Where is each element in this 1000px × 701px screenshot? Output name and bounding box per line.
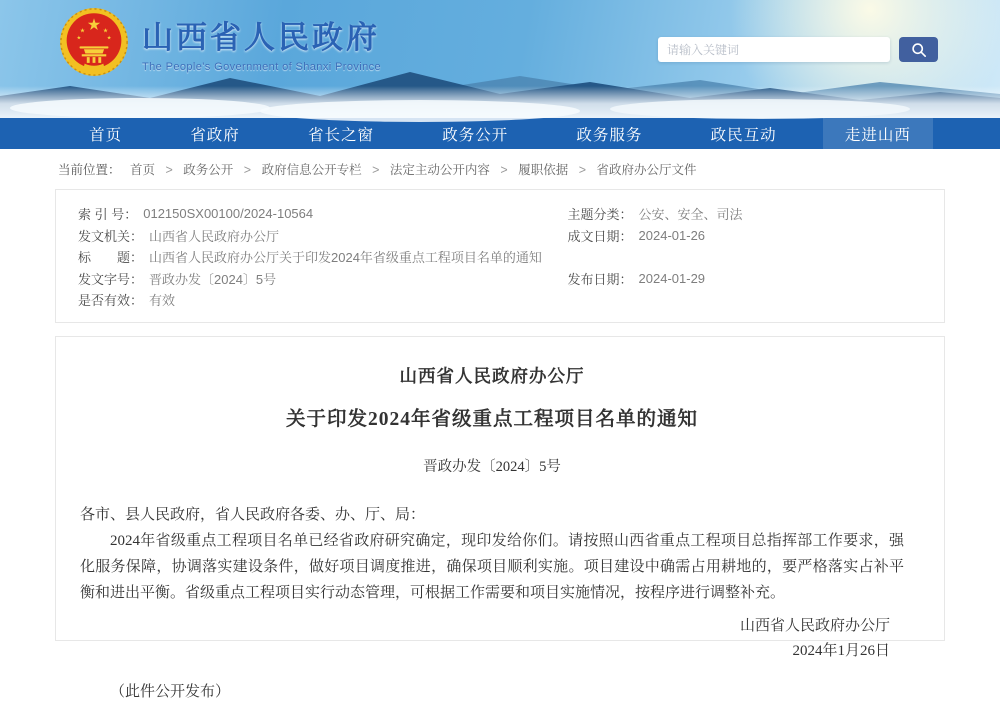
document-salutation: 各市、县人民政府，省人民政府各委、办、厅、局： <box>80 506 426 523</box>
site-title: 山西省人民政府 <box>142 19 380 55</box>
meta-publish-date <box>568 268 922 290</box>
meta-topic-category <box>568 203 922 225</box>
meta-written-date <box>568 225 922 247</box>
meta-issuing-agency <box>78 225 568 247</box>
meta-value: 012150SX00100/2024-10564 <box>143 206 314 222</box>
breadcrumb-home[interactable]: 首页 <box>130 163 156 177</box>
document-content-panel <box>55 336 945 700</box>
meta-label: 成文日期： <box>567 228 633 244</box>
document-metadata-panel <box>55 189 945 323</box>
meta-label: 标 题： <box>78 250 144 266</box>
meta-value: 2024-01-29 <box>638 270 706 286</box>
document-footnote: （此件公开发布） <box>110 683 231 700</box>
breadcrumb-duty-basis[interactable]: 履职依据 <box>518 163 569 177</box>
meta-document-number <box>78 268 568 290</box>
meta-value: 2024-01-26 <box>638 227 706 243</box>
meta-title <box>78 246 568 268</box>
meta-value: 晋政办发〔2024〕5号 <box>149 271 277 287</box>
document-sign-date: 2024年1月26日 <box>792 642 890 659</box>
meta-value: 有效 <box>149 293 176 309</box>
document-title-line1: 山西省人民政府办公厅 <box>399 365 585 386</box>
meta-value: 山西省人民政府办公厅 <box>149 228 280 244</box>
meta-validity <box>78 289 568 311</box>
nav-item-disclosure[interactable]: 政务公开 <box>442 126 509 144</box>
breadcrumb-separator: > <box>165 163 173 177</box>
breadcrumb-prefix: 当前位置： <box>58 163 121 177</box>
nav-item-services[interactable]: 政务服务 <box>576 126 643 144</box>
national-emblem-logo <box>58 6 130 78</box>
nav-item-into-shanxi[interactable]: 走进山西 <box>823 118 933 149</box>
nav-item-governor[interactable]: 省长之窗 <box>308 126 375 144</box>
breadcrumb-separator: > <box>500 163 508 177</box>
breadcrumb-info-column[interactable]: 政府信息公开专栏 <box>261 163 362 177</box>
breadcrumb-office-documents[interactable]: 省政府办公厅文件 <box>596 163 697 177</box>
site-brand-link[interactable] <box>58 6 381 78</box>
breadcrumb-separator: > <box>372 163 380 177</box>
nav-item-interaction[interactable]: 政民互动 <box>710 126 777 144</box>
meta-value: 公安、安全、司法 <box>638 207 743 223</box>
site-search <box>658 37 938 62</box>
document-signature-block <box>80 614 904 664</box>
breadcrumb <box>0 149 1000 187</box>
meta-label: 索 引 号： <box>78 207 138 223</box>
breadcrumb-separator: > <box>578 163 586 177</box>
meta-label: 发文字号： <box>78 271 144 287</box>
meta-label: 主题分类： <box>567 207 633 223</box>
meta-label: 发布日期： <box>567 271 633 287</box>
site-subtitle: The People's Government of Shanxi Province <box>142 60 382 73</box>
brand-text <box>142 12 381 73</box>
search-icon <box>911 42 927 58</box>
document-paragraph: 2024年省级重点工程项目名单已经省政府研究确定，现印发给你们。请按照山西省重点工程项目总指挥部工作要求，强化服务保障，协调落实建设条件，做好项目调度推进，确保项目顺利实施。项目建设中确需占用耕地的，要严格落实占补平衡和进出平衡。省级重点工程项目实行动态管理，可根据工作需要和项目实施情况，按程序进行调整补充。 <box>80 532 904 601</box>
meta-index-number <box>78 203 568 225</box>
search-input[interactable] <box>658 37 890 62</box>
document-number: 晋政办发〔2024〕5号 <box>423 458 561 475</box>
breadcrumb-separator: > <box>243 163 252 177</box>
meta-value: 山西省人民政府办公厅关于印发2024年省级重点工程项目名单的通知 <box>149 250 542 266</box>
main-navigation <box>0 118 1000 149</box>
header-banner <box>0 0 1000 118</box>
breadcrumb-statutory-content[interactable]: 法定主动公开内容 <box>389 163 490 177</box>
nav-item-home[interactable]: 首页 <box>89 126 123 144</box>
document-title-line2: 关于印发2024年省级重点工程项目名单的通知 <box>285 408 698 430</box>
nav-item-government[interactable]: 省政府 <box>190 126 240 144</box>
meta-label: 发文机关： <box>78 228 144 244</box>
document-signature: 山西省人民政府办公厅 <box>739 617 890 634</box>
meta-label: 是否有效： <box>78 293 144 309</box>
search-button[interactable] <box>899 37 938 62</box>
breadcrumb-disclosure[interactable]: 政务公开 <box>183 163 234 177</box>
